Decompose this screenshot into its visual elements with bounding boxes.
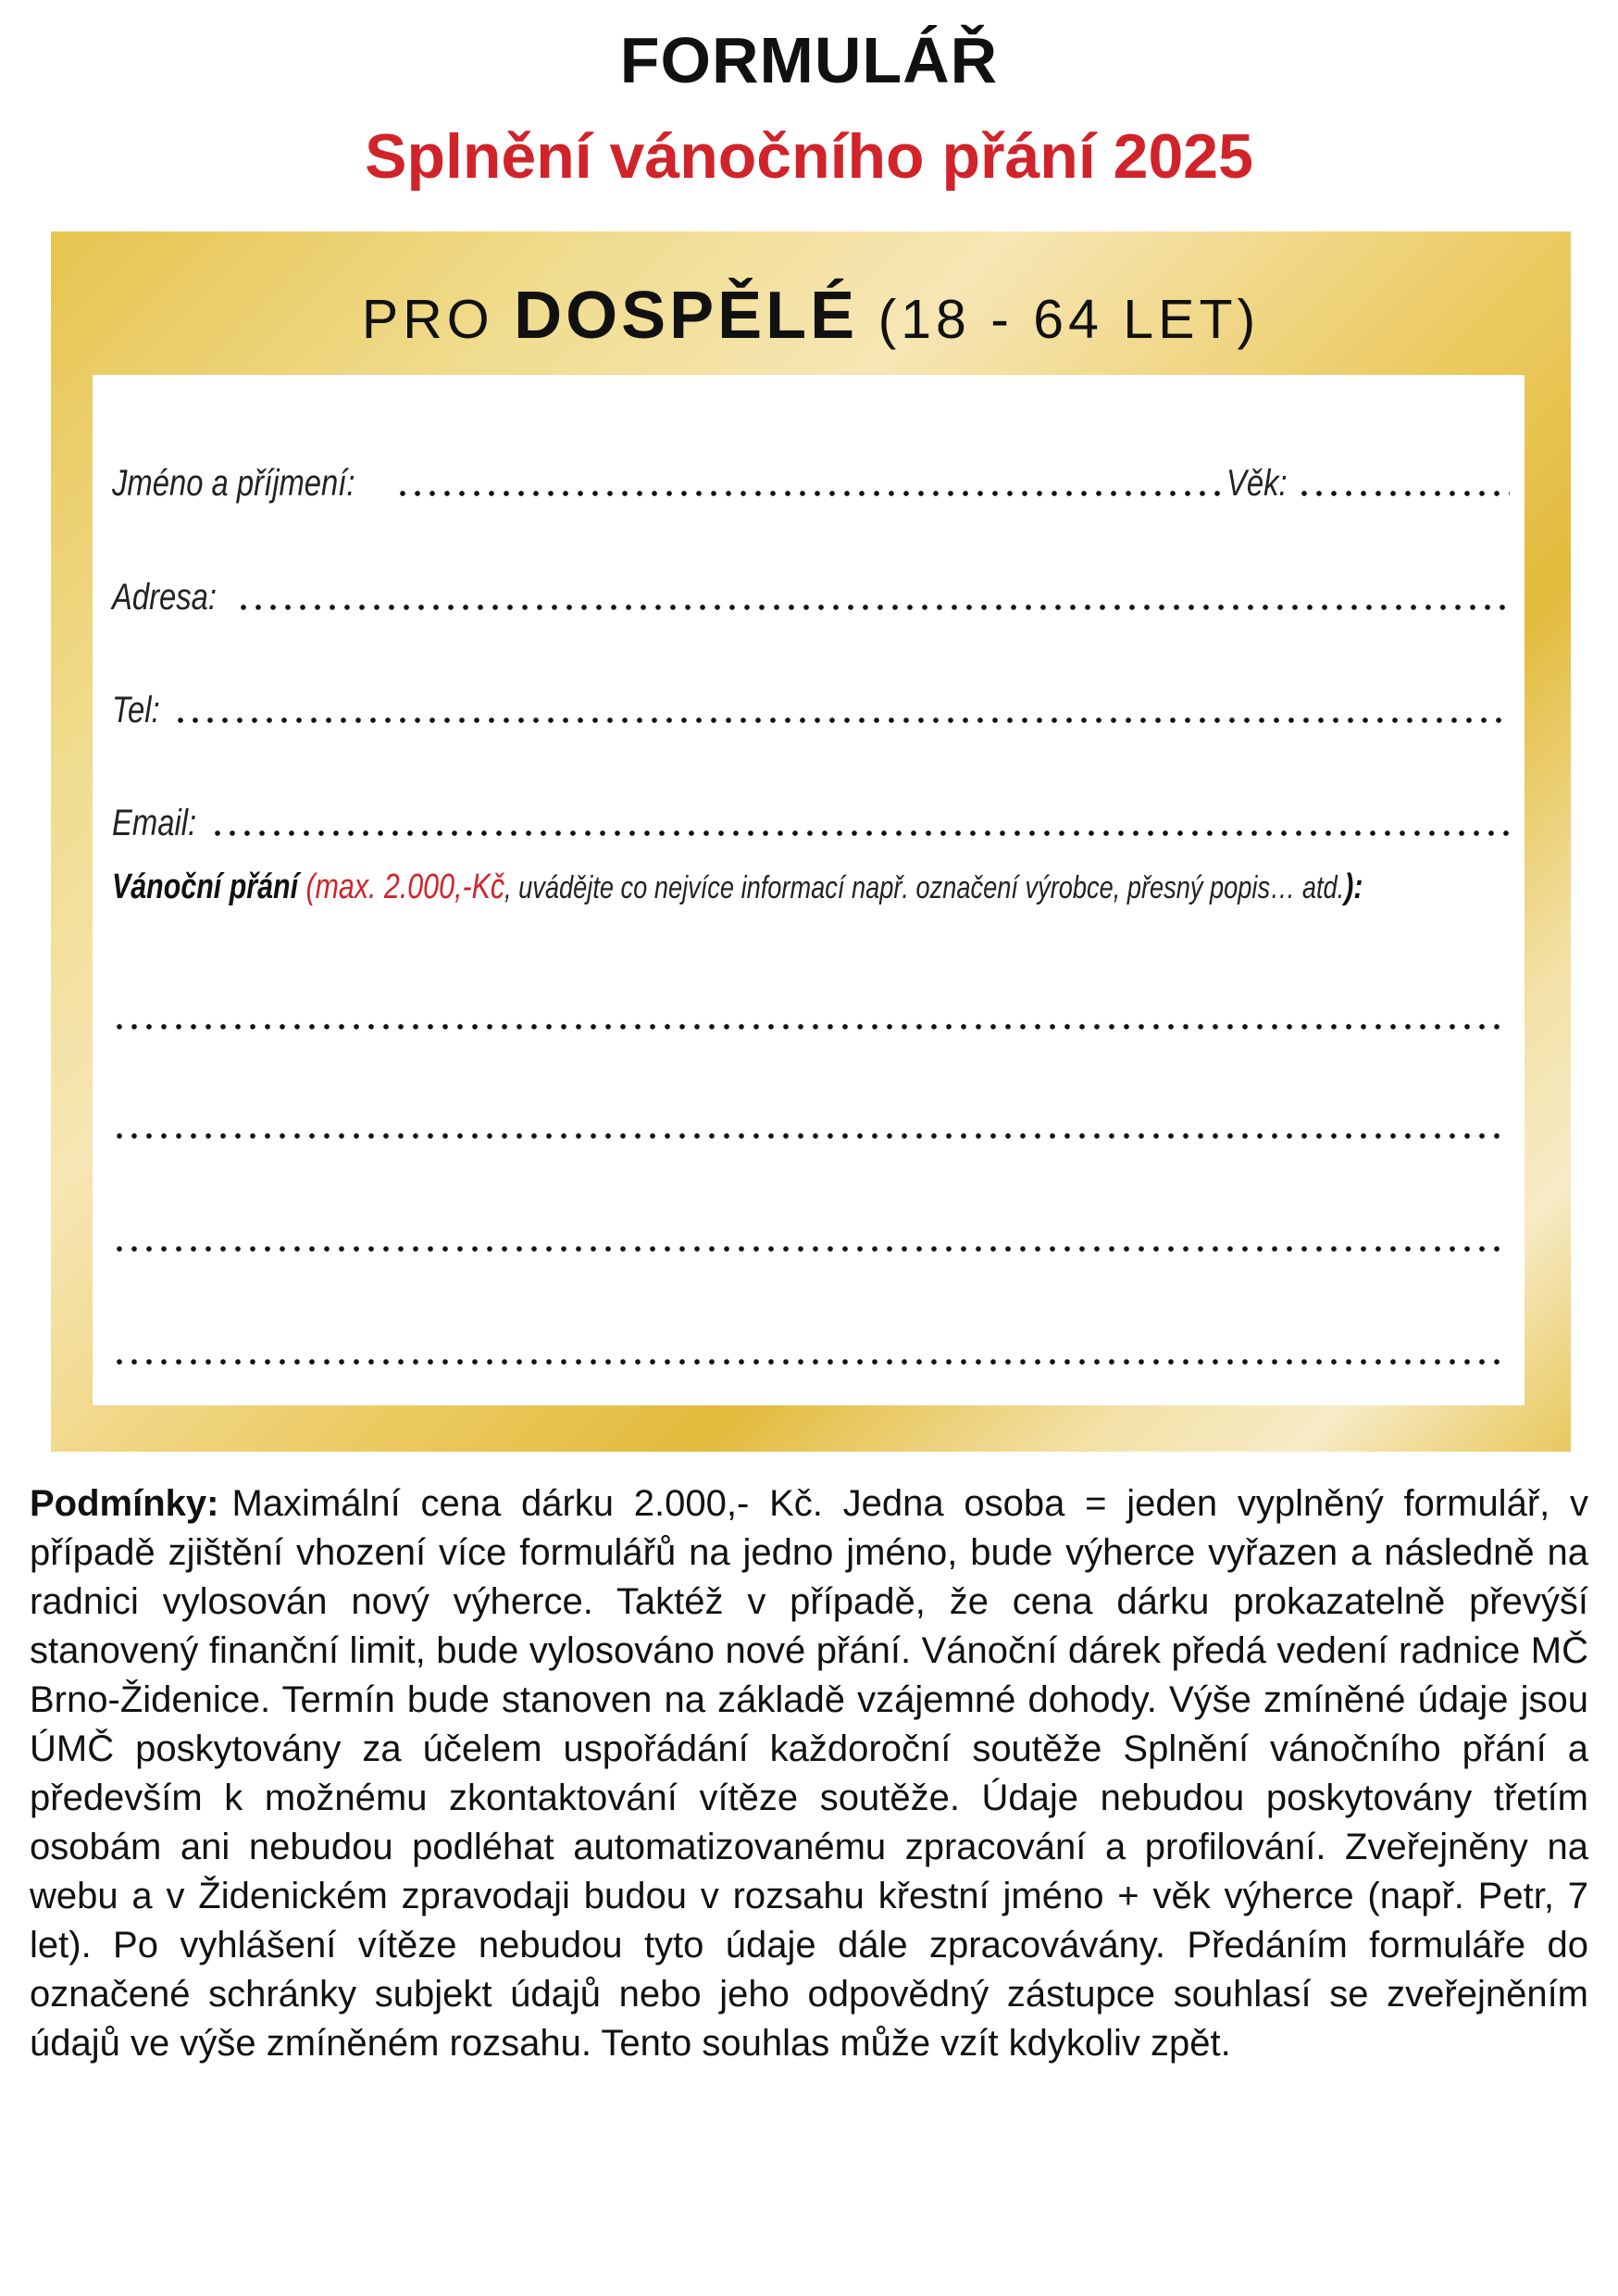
address-field[interactable] [236, 604, 1510, 611]
age-label: Věk: [1226, 463, 1288, 504]
name-age-row [112, 463, 1515, 505]
wish-note: , uvádějte co nejvíce informací např. označení výrobce, přesný popis… atd. [504, 870, 1345, 905]
category-prefix: PRO [361, 289, 494, 350]
conditions-paragraph [30, 1479, 1588, 2068]
wish-close: ): [1344, 867, 1363, 906]
form-card [93, 375, 1525, 1405]
wish-line-2[interactable] [112, 1132, 1506, 1140]
name-field[interactable] [395, 490, 1221, 497]
gold-frame [51, 231, 1571, 1452]
phone-label: Tel: [112, 690, 160, 730]
conditions-text: Maximální cena dárku 2.000,- Kč. Jedna osoba = jeden vyplněný formulář, v případě zjištění vhození více formulářů na jedno jméno, bude výherce vyřazen a následně na radnici vylosován nový výherce. Taktéž v případě, že cena dárku prokazatelně převýší stanovený finanční limit, bude vylosováno nové přání. Vánoční dárek předá vedení radnice MČ Brno-Židenice. Termín bude stanoven na základě vzájemné dohody. Výše zmíněné údaje jsou ÚMČ poskytovány za účelem uspořádání každoroční soutěže Splnění vánočního přání a především k možnému zkontaktování vítěze soutěže. Údaje nebudou poskytovány třetím osobám ani nebudou podléhat automatizovanému zpracování a profilování. Zveřejněny na webu a v Židenickém zpravodaji budou v rozsahu křestní jméno + věk výherce (např. Petr, 7 let). Po vyhlášení vítěze nebudou tyto údaje dále zpracovávány. Předáním formuláře do označené schránky subjekt údajů nebo jeho odpovědný zástupce souhlasí se zveřejněním údajů ve výše zmíněném rozsahu. Tento souhlas může vzít kdykoliv zpět. [30, 1483, 1588, 2064]
wish-line-1[interactable] [112, 1023, 1506, 1030]
wish-label-row [112, 867, 1363, 907]
phone-field[interactable] [173, 717, 1510, 724]
email-field[interactable] [210, 830, 1510, 837]
form-subtitle: Splnění vánočního přání 2025 [365, 121, 1253, 192]
wish-line-4[interactable] [112, 1358, 1506, 1366]
category-heading [51, 279, 1571, 353]
wish-open-paren: ( [305, 867, 316, 906]
wish-label: Vánoční přání [112, 867, 299, 906]
form-title: FORMULÁŘ [619, 24, 999, 96]
address-label: Adresa: [112, 577, 218, 618]
category-suffix: (18 - 64 LET) [877, 289, 1261, 350]
age-field[interactable] [1297, 490, 1510, 497]
conditions-label: Podmínky: [30, 1483, 219, 1524]
email-row [112, 803, 1515, 844]
address-row [112, 577, 1515, 618]
email-label: Email: [112, 803, 197, 843]
phone-row [112, 690, 1515, 731]
category-emphasis: DOSPĚLÉ [514, 279, 859, 353]
wish-line-3[interactable] [112, 1245, 1506, 1253]
name-label: Jméno a příjmení: [112, 463, 355, 504]
wish-limit: max. 2.000,-Kč [315, 867, 505, 906]
